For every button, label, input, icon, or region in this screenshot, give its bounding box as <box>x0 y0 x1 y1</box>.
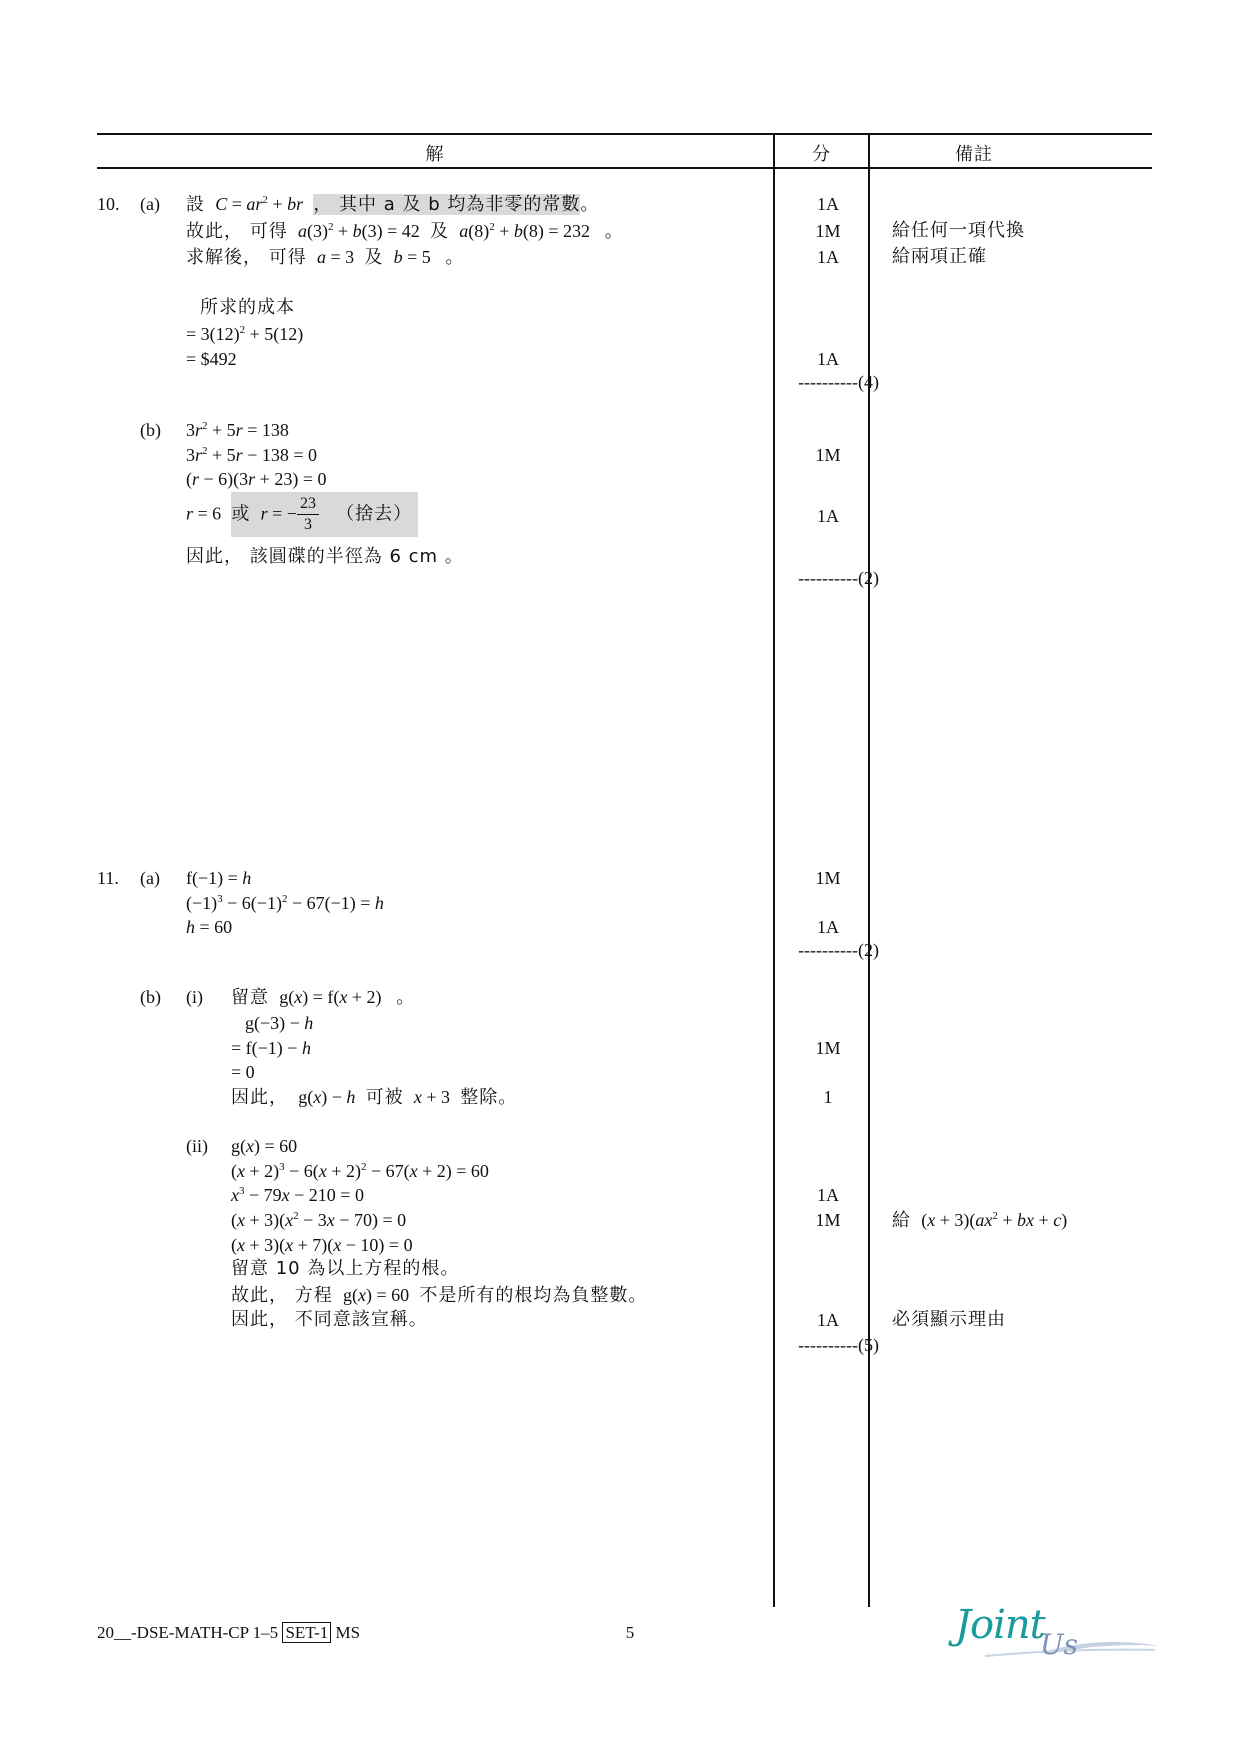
q11a-mark-2: 1A <box>817 917 839 937</box>
question-number-11: 11. <box>97 868 119 888</box>
q11bi-l1-post: 。 <box>396 987 416 1008</box>
q11-part-b-i-label: (i) <box>186 987 203 1007</box>
logo-text-joint: Joint <box>955 1602 1045 1648</box>
q10a-l2-post: 。 <box>604 221 624 242</box>
q11bii-line-1: g(x) = 60 <box>231 1136 298 1156</box>
q11a-line-3: h = 60 <box>186 917 233 937</box>
q11bi-line-1: 留意 g(x) = f(x + 2) 。 <box>231 987 416 1008</box>
q10b-subtotal: ----------(2) <box>798 568 879 588</box>
q11-part-b-ii-label: (ii) <box>186 1136 208 1156</box>
q10a-line-2: 故此， 可得 $a(3)^2 + b(3) = 42$ 及 $a(8)^2 + b(8) = 232$ 。 <box>186 221 624 242</box>
q10b-frac-den: 3 <box>303 516 312 533</box>
q11bi-line-4: = 0 <box>231 1062 255 1082</box>
q10b-line-5: 因此， 該圓碟的半徑為 6 cm 。 <box>186 546 464 567</box>
q10a-l3-pre: 求解後， 可得 <box>186 247 307 268</box>
q11bii-line-3: $x^3 - 79x - 210 = 0$ <box>231 1185 364 1205</box>
question-number-10: 10. <box>97 194 120 214</box>
q11bi-line-3: = f(−1) − h <box>231 1038 311 1058</box>
q11-part-b-label: (b) <box>140 987 161 1007</box>
q10a-subtotal: ----------(4) <box>798 372 879 392</box>
q11bii-subtotal: ----------(5) <box>798 1335 879 1355</box>
q11bii-l7-pre: 故此， 方程 <box>231 1285 333 1306</box>
q11bi-l5-mid: 可被 <box>365 1087 404 1108</box>
q10a-l2-mid: 及 <box>430 221 449 242</box>
footer-code-post: MS <box>335 1623 361 1642</box>
q10a-mark-3: 1A <box>817 247 839 267</box>
page-number: 5 <box>625 1623 635 1642</box>
q11bii-line-5: (x + 3)(x + 7)(x − 10) = 0 <box>231 1235 413 1255</box>
q11bii-line-8: 因此， 不同意該宣稱。 <box>231 1309 428 1330</box>
q10a-line-4: 所求的成本 <box>200 297 295 318</box>
q10a-line-1: 設 $C = ar^2$ + br ， 其中 a 及 b 均為非零的常數。 <box>186 194 600 215</box>
q11bi-mark-1: 1M <box>815 1038 841 1058</box>
logo-text-us: Us <box>1040 1628 1078 1661</box>
q10b-reject: （捨去） <box>336 503 413 525</box>
q10a-l3-post: 。 <box>445 247 465 268</box>
footer-paper-code <box>97 1623 360 1643</box>
header-marks: 分 <box>812 144 831 165</box>
footer-code-box: SET-1 <box>282 1622 331 1643</box>
table-header-rule <box>97 167 1152 169</box>
header-remarks: 備註 <box>955 144 993 165</box>
q11bii-line-2: $(x + 2)^3 - 6(x + 2)^2 - 67(x + 2) = 60$ <box>231 1161 489 1181</box>
q10-part-b-label: (b) <box>140 420 161 440</box>
q11bii-line-7: 故此， 方程 g(x) = 60 不是所有的根均為負整數。 <box>231 1285 648 1306</box>
q10a-line-5: = $3(12)^2 + 5(12)$ <box>186 324 304 344</box>
q11bi-mark-2: 1 <box>823 1087 833 1107</box>
q10a-remark-2: 給兩項正確 <box>892 246 987 267</box>
header-solution: 解 <box>425 144 445 165</box>
q10a-l1-highlight: ， 其中 a 及 b 均為非零的常數 <box>313 194 581 215</box>
q10a-line-3: 求解後， 可得 a = 3 及 b = 5 。 <box>186 247 465 268</box>
q11bii-mark-3: 1A <box>817 1310 839 1330</box>
q10b-mark-1: 1M <box>815 445 841 465</box>
q10a-l2-pre: 故此， 可得 <box>186 221 288 242</box>
q10b-mark-2: 1A <box>817 506 839 526</box>
q10b-line-3: (r − 6)(3r + 23) = 0 <box>186 469 327 489</box>
q10b-line-4: r = 6 或 r = − $\frac{23}{3}$ （捨去） <box>186 492 418 537</box>
q11bii-remark-1: 給 $(x + 3)(ax^2$ + bx + c) <box>892 1210 1068 1231</box>
q10b-line-2: $3r^2 + 5r - 138 = 0$ <box>186 445 317 465</box>
q10a-l1-post: 。 <box>580 194 600 215</box>
q11bi-l5-pre: 因此， <box>231 1087 288 1108</box>
q10a-l3-mid: 及 <box>364 247 384 268</box>
q11bi-l1-pre: 留意 <box>231 987 269 1008</box>
q11bii-remark-2: 必須顯示理由 <box>892 1309 1006 1330</box>
q10a-mark-1: 1A <box>817 194 839 214</box>
q11bi-l5-post: 整除。 <box>460 1087 518 1108</box>
q11bii-line-6: 留意 10 為以上方程的根。 <box>231 1258 460 1279</box>
q11a-mark-1: 1M <box>815 868 841 888</box>
q10a-mark-4: 1A <box>817 349 839 369</box>
q11a-line-1: f(−1) = h <box>186 868 252 888</box>
table-top-rule <box>97 133 1152 135</box>
q11bi-line-5: 因此， g(x) − h 可被 x + 3 整除。 <box>231 1087 518 1108</box>
q11a-line-2: $(-1)^3 - 6(-1)^2 - 67(-1) = h$ <box>186 893 384 913</box>
q10a-mark-2: 1M <box>815 221 841 241</box>
q11bi-line-2: g(−3) − h <box>245 1013 314 1033</box>
q11bii-mark-1: 1A <box>817 1185 839 1205</box>
q11bii-mark-2: 1M <box>815 1210 841 1230</box>
q10-part-a-label: (a) <box>140 194 160 214</box>
q10b-or: 或 <box>231 503 251 525</box>
q11-part-a-label: (a) <box>140 868 160 888</box>
q10b-line-1: $3r^2 + 5r = 138$ <box>186 420 289 440</box>
q11bii-l7-post: 不是所有的根均為負整數。 <box>419 1285 648 1306</box>
column-divider-marks <box>773 134 775 1607</box>
footer-code-pre: 20__-DSE-MATH-CP 1–5 <box>97 1623 279 1642</box>
q10a-remark-1: 給任何一項代換 <box>892 220 1025 241</box>
q11bii-line-4: $(x + 3)(x^2 - 3x - 70) = 0$ <box>231 1210 407 1230</box>
q11a-subtotal: ----------(2) <box>798 940 879 960</box>
q10a-line-6: = $492 <box>186 349 237 369</box>
q10a-l1-pre: 設 <box>186 194 205 215</box>
q10b-frac-num: 23 <box>297 494 319 515</box>
joint-us-logo <box>955 1598 1165 1668</box>
